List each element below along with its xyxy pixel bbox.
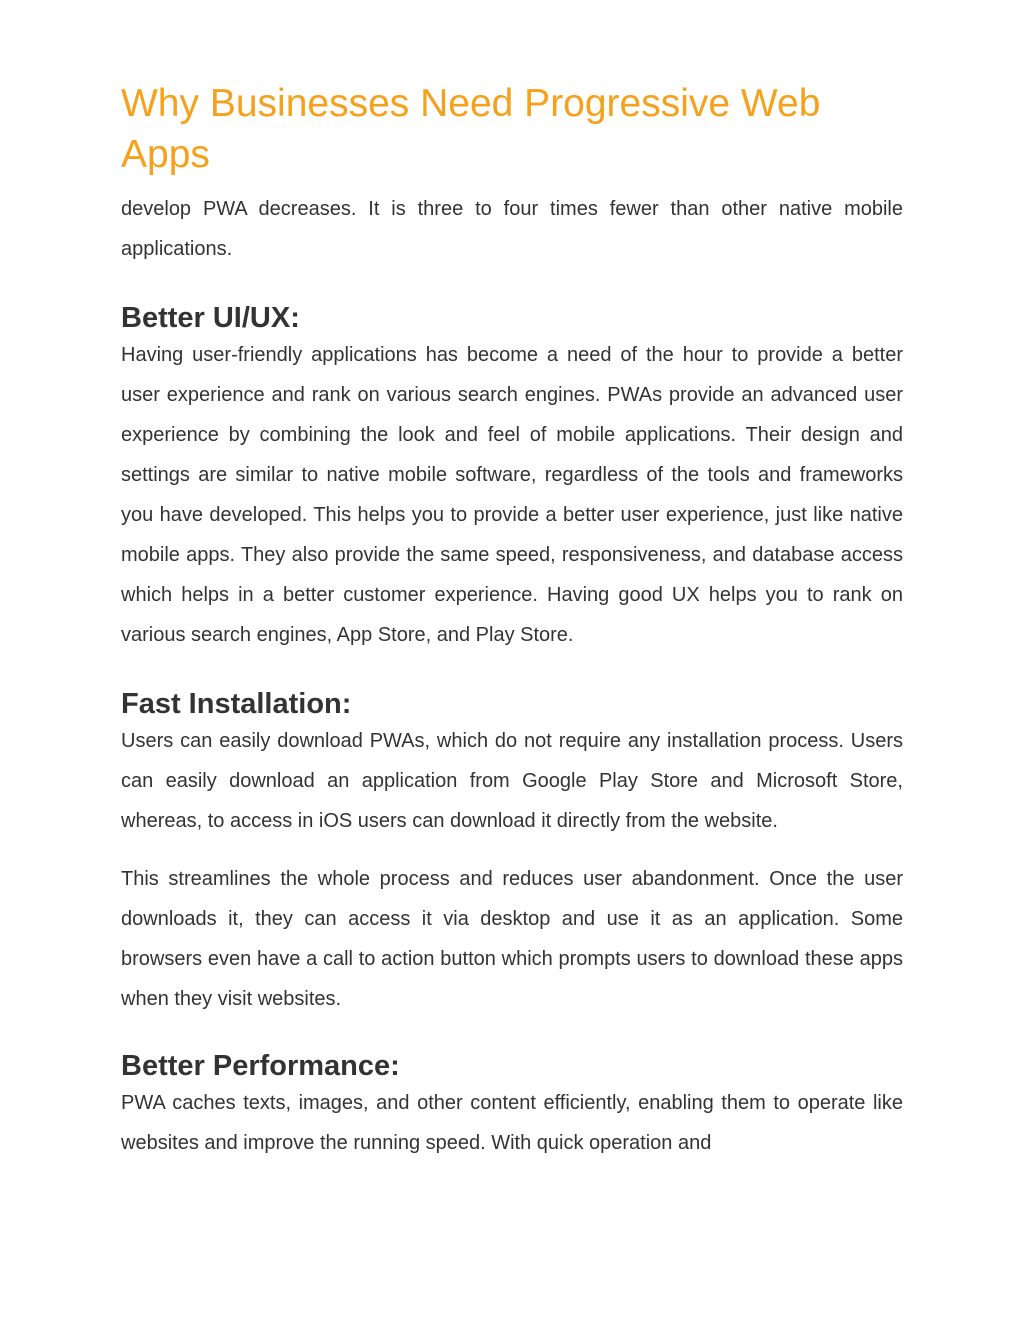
section-paragraph-fast-installation-2: This streamlines the whole process and reduces user abandonment. Once the user downloads it, they can access it via desktop and use it as an application. Some browsers even have a call to action button which prompts users to download these apps when they visit websites. <box>121 868 903 1010</box>
intro-paragraph: develop PWA decreases. It is three to four times fewer than other native mobile applications. <box>121 198 903 260</box>
section-paragraph-better-performance: PWA caches texts, images, and other content efficiently, enabling them to operate like websites and improve the running speed. With quick operation and <box>121 1092 903 1154</box>
document-page <box>121 78 903 1163</box>
section-heading-better-ui-ux: Better UI/UX: <box>121 302 300 334</box>
section-heading-fast-installation: Fast Installation: <box>121 688 352 720</box>
section-heading-better-performance: Better Performance: <box>121 1050 400 1082</box>
section-paragraph-better-ui-ux: Having user-friendly applications has become a need of the hour to provide a better user experience and rank on various search engines. PWAs provide an advanced user experience by combining the look and feel of mobile applications. Their design and settings are similar to native mobile software, regardless of the tools and frameworks you have developed. This helps you to provide a better user experience, just like native mobile apps. They also provide the same speed, responsiveness, and database access which helps in a better customer experience. Having good UX helps you to rank on various search engines, App Store, and Play Store. <box>121 344 903 646</box>
document-title: Why Businesses Need Progressive Web Apps <box>121 82 821 176</box>
section-paragraph-fast-installation-1: Users can easily download PWAs, which do not require any installation process. Users can easily download an application from Google Play Store and Microsoft Store, whereas, to access in iOS users can download it directly from the website. <box>121 730 903 832</box>
